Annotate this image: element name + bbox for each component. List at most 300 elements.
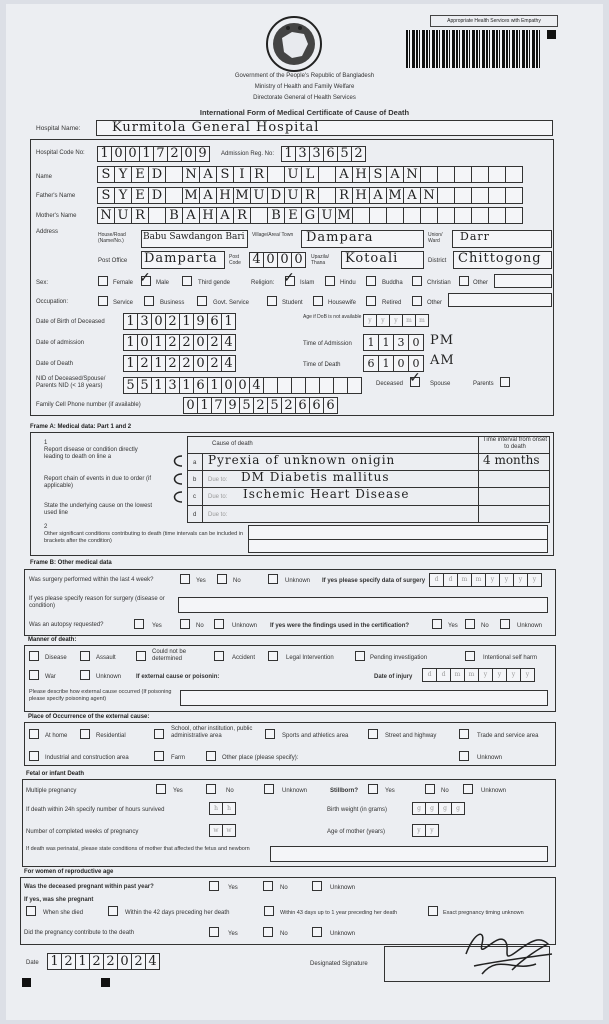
manner-unknown-checkbox[interactable]: [80, 670, 90, 680]
cell[interactable]: 1: [197, 397, 212, 414]
cell[interactable]: 1: [139, 146, 154, 162]
cell[interactable]: [454, 207, 472, 224]
admission-reg-cells[interactable]: [282, 146, 366, 162]
district-value: Chittogong: [458, 251, 542, 266]
phone-label: Family Cell Phone number (if available): [36, 402, 141, 408]
cell[interactable]: 2: [165, 313, 180, 330]
bottom-left-mark: [22, 978, 31, 987]
cell[interactable]: [386, 207, 404, 224]
post-code-cells[interactable]: [250, 252, 306, 268]
autopsy-no-label: No: [196, 623, 204, 629]
place-unknown-checkbox[interactable]: [459, 751, 469, 761]
cell[interactable]: 0: [117, 953, 132, 970]
christian-checkbox[interactable]: [412, 276, 422, 286]
cell[interactable]: h: [209, 802, 223, 815]
contribute-no-checkbox[interactable]: [263, 927, 273, 937]
govt-service-label: Govt. Service: [213, 300, 250, 306]
cell[interactable]: [369, 207, 387, 224]
female-checkbox[interactable]: [98, 276, 108, 286]
cell[interactable]: 1: [363, 334, 379, 351]
cell[interactable]: y: [376, 314, 390, 327]
cell[interactable]: Y: [114, 187, 132, 204]
street-checkbox[interactable]: [368, 729, 378, 739]
cell[interactable]: y: [389, 314, 403, 327]
death-date-cells[interactable]: [124, 355, 236, 372]
cell[interactable]: 5: [137, 377, 152, 394]
cell[interactable]: 1: [207, 377, 222, 394]
cell[interactable]: 1: [47, 953, 62, 970]
cell[interactable]: N: [403, 166, 421, 183]
cell[interactable]: 2: [207, 355, 222, 372]
cause-row-b-value[interactable]: DM Diabetis mallitus: [241, 470, 390, 484]
autopsy-yes-label: Yes: [152, 623, 162, 629]
cell[interactable]: A: [182, 207, 200, 224]
cell[interactable]: 9: [225, 397, 240, 414]
perinatal-field[interactable]: [270, 846, 548, 862]
cell[interactable]: H: [216, 187, 234, 204]
birth-weight-label: Birth weight (in grams): [327, 807, 388, 813]
weeks-cells[interactable]: [210, 824, 236, 837]
findings-no-checkbox[interactable]: [465, 619, 475, 629]
cell[interactable]: 2: [281, 397, 296, 414]
cell[interactable]: y: [425, 824, 439, 837]
cell[interactable]: 4: [221, 355, 236, 372]
cell[interactable]: m: [464, 668, 479, 682]
other-place-checkbox[interactable]: [206, 751, 216, 761]
cell[interactable]: 0: [111, 146, 126, 162]
bottom-center-mark: [101, 978, 110, 987]
cell[interactable]: Y: [114, 166, 132, 183]
cell[interactable]: [263, 377, 278, 394]
cell[interactable]: d: [443, 573, 458, 587]
cell[interactable]: 6: [363, 355, 379, 372]
cell[interactable]: [420, 207, 438, 224]
cell[interactable]: 2: [89, 953, 104, 970]
age-cells[interactable]: [364, 314, 429, 327]
cell[interactable]: d: [422, 668, 437, 682]
cell[interactable]: M: [182, 187, 200, 204]
cell[interactable]: 3: [393, 334, 409, 351]
cause-row-d-prefix: Due to:: [208, 512, 228, 518]
cell[interactable]: 3: [137, 313, 152, 330]
cell[interactable]: [505, 166, 523, 183]
cell[interactable]: E: [131, 166, 149, 183]
cell[interactable]: [333, 377, 348, 394]
father-name-cells[interactable]: [98, 187, 523, 204]
self-harm-checkbox[interactable]: [465, 651, 475, 661]
cell[interactable]: 1: [151, 355, 166, 372]
cell[interactable]: [352, 207, 370, 224]
cell[interactable]: G: [301, 207, 319, 224]
war-checkbox[interactable]: [29, 670, 39, 680]
cell[interactable]: m: [457, 573, 472, 587]
hours-survived-cells[interactable]: [210, 802, 236, 815]
cell[interactable]: R: [301, 187, 319, 204]
cell[interactable]: 1: [378, 334, 394, 351]
surgery-yes-label: Yes: [196, 578, 206, 584]
multiple-unknown-label: Unknown: [282, 788, 308, 794]
cell[interactable]: 2: [137, 355, 152, 372]
cell[interactable]: 2: [103, 953, 118, 970]
cell[interactable]: I: [233, 166, 251, 183]
third-gender-label: Third gende: [198, 280, 231, 286]
cell[interactable]: 1: [97, 146, 112, 162]
multiple-yes-checkbox[interactable]: [156, 784, 166, 794]
cell[interactable]: 0: [393, 355, 409, 372]
cell[interactable]: B: [165, 207, 183, 224]
cell[interactable]: 0: [181, 146, 196, 162]
pregnant-yes-checkbox[interactable]: [209, 881, 219, 891]
cell[interactable]: [437, 166, 455, 183]
surgery-unknown-checkbox[interactable]: [268, 574, 278, 584]
mother-age-cells[interactable]: [413, 824, 439, 837]
cell[interactable]: [505, 187, 523, 204]
cell[interactable]: 2: [61, 953, 76, 970]
cell[interactable]: S: [369, 166, 387, 183]
cell[interactable]: 1: [75, 953, 90, 970]
cell[interactable]: [505, 207, 523, 224]
when-died-checkbox[interactable]: [26, 906, 36, 916]
cell[interactable]: 2: [165, 334, 180, 351]
residential-checkbox[interactable]: [80, 729, 90, 739]
cell[interactable]: 0: [263, 252, 278, 268]
cell[interactable]: M: [233, 187, 251, 204]
cell[interactable]: d: [429, 573, 444, 587]
cell[interactable]: [319, 377, 334, 394]
cell[interactable]: [420, 166, 438, 183]
cell[interactable]: U: [284, 166, 302, 183]
cell[interactable]: D: [267, 187, 285, 204]
frame-a-title: Frame A: Medical data: Part 1 and 2: [30, 424, 132, 430]
cell[interactable]: [437, 207, 455, 224]
findings-yes-checkbox[interactable]: [432, 619, 442, 629]
cell[interactable]: [148, 207, 166, 224]
other-occupation-field[interactable]: [448, 293, 552, 307]
cell[interactable]: [488, 207, 506, 224]
cell[interactable]: U: [318, 207, 336, 224]
surgery-date-cells[interactable]: [430, 573, 542, 587]
cell[interactable]: [488, 166, 506, 183]
phone-cells[interactable]: [184, 397, 338, 414]
cell[interactable]: R: [335, 187, 353, 204]
cell[interactable]: A: [199, 187, 217, 204]
cell[interactable]: 9: [195, 146, 210, 162]
cell[interactable]: [250, 207, 268, 224]
cell[interactable]: [471, 187, 489, 204]
mother-name-cells[interactable]: [98, 207, 523, 224]
cell[interactable]: y: [412, 824, 426, 837]
cell[interactable]: 6: [193, 377, 208, 394]
religion-label: Religion:: [251, 280, 275, 286]
cell[interactable]: 6: [295, 397, 310, 414]
stillborn-yes-checkbox[interactable]: [368, 784, 378, 794]
cell[interactable]: 0: [193, 334, 208, 351]
cell[interactable]: h: [222, 802, 236, 815]
cell[interactable]: N: [182, 166, 200, 183]
autopsy-no-checkbox[interactable]: [180, 619, 190, 629]
govt-service-checkbox[interactable]: [197, 296, 207, 306]
assault-checkbox[interactable]: [80, 651, 90, 661]
cell[interactable]: S: [216, 166, 234, 183]
cell[interactable]: [165, 166, 183, 183]
cell[interactable]: m: [415, 314, 429, 327]
cell[interactable]: R: [131, 207, 149, 224]
third-gender-checkbox[interactable]: [182, 276, 192, 286]
stillborn-unknown-checkbox[interactable]: [463, 784, 473, 794]
cell[interactable]: [267, 166, 285, 183]
cell[interactable]: [454, 166, 472, 183]
industrial-checkbox[interactable]: [29, 751, 39, 761]
disease-checkbox[interactable]: [29, 651, 39, 661]
cell[interactable]: [488, 187, 506, 204]
cell[interactable]: m: [402, 314, 416, 327]
cell[interactable]: H: [352, 166, 370, 183]
cell[interactable]: U: [250, 187, 268, 204]
cell[interactable]: [437, 187, 455, 204]
trade-area-checkbox[interactable]: [459, 729, 469, 739]
cell[interactable]: [318, 187, 336, 204]
cell[interactable]: g: [451, 802, 465, 815]
cell[interactable]: 3: [309, 146, 324, 162]
contribute-yes-checkbox[interactable]: [209, 927, 219, 937]
cell[interactable]: L: [301, 166, 319, 183]
cell[interactable]: 0: [291, 252, 306, 268]
cell[interactable]: N: [97, 207, 115, 224]
cell[interactable]: M: [386, 187, 404, 204]
cell[interactable]: 1: [221, 313, 236, 330]
cell[interactable]: S: [97, 187, 115, 204]
cell[interactable]: 3: [165, 377, 180, 394]
cell[interactable]: y: [485, 573, 500, 587]
cell[interactable]: 2: [167, 146, 182, 162]
timing-unknown-checkbox[interactable]: [428, 906, 438, 916]
cell[interactable]: H: [199, 207, 217, 224]
cell[interactable]: g: [412, 802, 426, 815]
cell[interactable]: A: [335, 166, 353, 183]
cell[interactable]: m: [471, 573, 486, 587]
cause-row-a-value[interactable]: Pyrexia of unknown onigin: [208, 453, 396, 467]
cell[interactable]: y: [513, 573, 528, 587]
cell[interactable]: 5: [239, 397, 254, 414]
cell[interactable]: [318, 166, 336, 183]
birth-weight-cells[interactable]: [413, 802, 465, 815]
cell[interactable]: 4: [145, 953, 160, 970]
dob-cells[interactable]: [124, 313, 236, 330]
cell[interactable]: E: [284, 207, 302, 224]
within-43-checkbox[interactable]: [264, 906, 274, 916]
cell[interactable]: [471, 207, 489, 224]
cell[interactable]: [291, 377, 306, 394]
cell[interactable]: U: [284, 187, 302, 204]
describe-field[interactable]: [180, 690, 548, 706]
surgery-no-checkbox[interactable]: [217, 574, 227, 584]
footer-date-cells[interactable]: [48, 953, 160, 970]
cell[interactable]: 0: [183, 397, 198, 414]
cell[interactable]: 6: [207, 313, 222, 330]
other-occupation-label: Other: [427, 300, 443, 306]
cell[interactable]: 0: [125, 146, 140, 162]
cell[interactable]: y: [527, 573, 542, 587]
surgery-yes-checkbox[interactable]: [180, 574, 190, 584]
cell[interactable]: [471, 166, 489, 183]
surgery-reason-field[interactable]: [178, 597, 548, 613]
cell[interactable]: 1: [151, 377, 166, 394]
cell[interactable]: 0: [408, 355, 424, 372]
cell[interactable]: 0: [277, 252, 292, 268]
cell[interactable]: 1: [123, 313, 138, 330]
hospital-code-cells[interactable]: [98, 146, 210, 162]
multiple-no-checkbox[interactable]: [206, 784, 216, 794]
cell[interactable]: 0: [151, 313, 166, 330]
cell[interactable]: y: [363, 314, 377, 327]
cell[interactable]: 1: [179, 377, 194, 394]
stillborn-no-label: No: [441, 788, 449, 794]
housewife-checkbox[interactable]: [313, 296, 323, 306]
cell[interactable]: 4: [249, 377, 264, 394]
cause-row-c-value[interactable]: Ischemic Heart Disease: [243, 487, 410, 501]
interval-row-a-value[interactable]: 4 months: [483, 453, 540, 467]
cell[interactable]: 5: [337, 146, 352, 162]
cell[interactable]: 1: [123, 334, 138, 351]
cell[interactable]: M: [335, 207, 353, 224]
cell[interactable]: d: [436, 668, 451, 682]
cell[interactable]: B: [267, 207, 285, 224]
cell[interactable]: y: [506, 668, 521, 682]
name-cells[interactable]: [98, 166, 523, 183]
cell[interactable]: 4: [221, 334, 236, 351]
cell[interactable]: S: [97, 166, 115, 183]
cell[interactable]: 1: [123, 355, 138, 372]
cell[interactable]: 1: [151, 334, 166, 351]
nid-parents-checkbox[interactable]: [500, 377, 510, 387]
cell[interactable]: 2: [131, 953, 146, 970]
cell[interactable]: [305, 377, 320, 394]
cell[interactable]: [165, 187, 183, 204]
cell[interactable]: U: [114, 207, 132, 224]
cell[interactable]: y: [492, 668, 507, 682]
retired-checkbox[interactable]: [366, 296, 376, 306]
cell[interactable]: 1: [281, 146, 296, 162]
business-checkbox[interactable]: [144, 296, 154, 306]
cell[interactable]: y: [520, 668, 535, 682]
cell[interactable]: w: [209, 824, 223, 837]
service-checkbox[interactable]: [98, 296, 108, 306]
cell[interactable]: 1: [378, 355, 394, 372]
admission-date-cells[interactable]: [124, 334, 236, 351]
cell[interactable]: 2: [253, 397, 268, 414]
cell[interactable]: R: [250, 166, 268, 183]
cell[interactable]: 6: [323, 397, 338, 414]
buddha-checkbox[interactable]: [366, 276, 376, 286]
nid-cells[interactable]: [124, 377, 362, 394]
cell[interactable]: A: [403, 187, 421, 204]
cell[interactable]: A: [216, 207, 234, 224]
other-religion-checkbox[interactable]: [459, 276, 469, 286]
cell[interactable]: 0: [235, 377, 250, 394]
cell[interactable]: 4: [249, 252, 264, 268]
cell[interactable]: N: [420, 187, 438, 204]
cell[interactable]: 7: [211, 397, 226, 414]
cell[interactable]: 0: [137, 334, 152, 351]
stillborn-no-checkbox[interactable]: [425, 784, 435, 794]
admission-time-cells[interactable]: [364, 334, 424, 351]
form-title: International Form of Medical Certificate of Cause of Death: [199, 108, 410, 117]
cell[interactable]: 1: [179, 313, 194, 330]
cell[interactable]: 5: [267, 397, 282, 414]
cell[interactable]: 7: [153, 146, 168, 162]
cell[interactable]: D: [148, 166, 166, 183]
cell[interactable]: 3: [295, 146, 310, 162]
cell[interactable]: A: [199, 166, 217, 183]
pregnant-unknown-checkbox[interactable]: [312, 881, 322, 891]
cell[interactable]: [347, 377, 362, 394]
school-checkbox[interactable]: [154, 729, 164, 739]
accident-checkbox[interactable]: [214, 651, 224, 661]
cell[interactable]: 2: [207, 334, 222, 351]
cell[interactable]: 6: [323, 146, 338, 162]
pregnant-no-checkbox[interactable]: [263, 881, 273, 891]
within-42-checkbox[interactable]: [108, 906, 118, 916]
cell[interactable]: 2: [351, 146, 366, 162]
undetermined-checkbox[interactable]: [136, 651, 146, 661]
cell[interactable]: y: [499, 573, 514, 587]
cell[interactable]: 0: [408, 334, 424, 351]
post-code-label: Post Code: [229, 254, 241, 266]
weeks-label: Number of completed weeks of pregnancy: [26, 829, 139, 835]
at-home-checkbox[interactable]: [29, 729, 39, 739]
cell[interactable]: 2: [179, 334, 194, 351]
cell[interactable]: A: [369, 187, 387, 204]
other-religion-field[interactable]: [494, 274, 552, 288]
pending-investigation-checkbox[interactable]: [355, 651, 365, 661]
cell[interactable]: [403, 207, 421, 224]
hindu-checkbox[interactable]: [325, 276, 335, 286]
cell[interactable]: 9: [193, 313, 208, 330]
cell[interactable]: w: [222, 824, 236, 837]
contribute-unknown-checkbox[interactable]: [312, 927, 322, 937]
sports-area-checkbox[interactable]: [265, 729, 275, 739]
cell[interactable]: 6: [309, 397, 324, 414]
cell[interactable]: E: [131, 187, 149, 204]
farm-checkbox[interactable]: [154, 751, 164, 761]
cell[interactable]: 2: [165, 355, 180, 372]
cell[interactable]: H: [352, 187, 370, 204]
other-occupation-checkbox[interactable]: [412, 296, 422, 306]
cell[interactable]: m: [450, 668, 465, 682]
contribute-unknown-label: Unknown: [330, 931, 356, 937]
legal-intervention-checkbox[interactable]: [268, 651, 278, 661]
cell[interactable]: g: [438, 802, 452, 815]
cell[interactable]: D: [148, 187, 166, 204]
student-checkbox[interactable]: [267, 296, 277, 306]
cell[interactable]: [454, 187, 472, 204]
cell[interactable]: R: [233, 207, 251, 224]
male-check-mark: ✓: [139, 270, 152, 286]
cell[interactable]: [277, 377, 292, 394]
cell[interactable]: 2: [179, 355, 194, 372]
cell[interactable]: 5: [123, 377, 138, 394]
findings-unknown-checkbox[interactable]: [500, 619, 510, 629]
cell[interactable]: 0: [193, 355, 208, 372]
autopsy-yes-checkbox[interactable]: [134, 619, 144, 629]
multiple-unknown-checkbox[interactable]: [264, 784, 274, 794]
autopsy-unknown-checkbox[interactable]: [214, 619, 224, 629]
cell[interactable]: A: [386, 166, 404, 183]
cell[interactable]: 0: [221, 377, 236, 394]
injury-date-cells[interactable]: [423, 668, 535, 682]
cell[interactable]: y: [478, 668, 493, 682]
cell[interactable]: g: [425, 802, 439, 815]
